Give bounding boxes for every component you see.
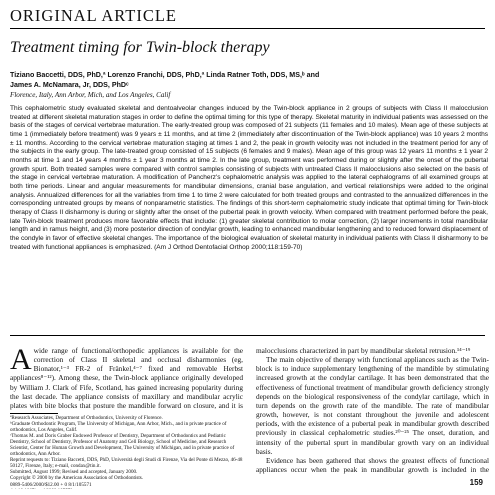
author-line-1: Tiziano Baccetti, DDS, PhD,ª Lorenzo Franchi, DDS, PhD,ª Linda Ratner Toth, DDS, MS,ᵇ and xyxy=(10,71,320,79)
author-affiliation: Florence, Italy, Ann Arbor, Mich, and Los Angeles, Calif xyxy=(10,91,171,99)
footnote: Copyright © 2000 by the American Association of Orthodontists. xyxy=(10,475,144,482)
header-rule xyxy=(10,28,485,29)
article-title: Treatment timing for Twin-block therapy xyxy=(10,39,270,56)
footnote: Reprint requests to: Tiziano Baccetti, DDS, PhD, Università degli Studi di Firenze, Via del Ponte di Mezzo, 46-48 50127, Firenze, Italy; e-mail, condax@tin.it. xyxy=(10,457,243,470)
footnote-rule xyxy=(10,413,58,414)
footnote xyxy=(10,488,243,489)
body-column-left xyxy=(10,346,243,410)
abstract-rule xyxy=(10,335,485,336)
body-paragraph: The main objective of therapy with functional appliances such as the Twin-block is to induce supplementary lengthening of the mandible by stimulating increased growth at the condylar cartilage. It has been demonstrated that the effectiveness of functional treatment of mandibular growth deficiency strongly depends on the biological responsiveness of the condylar cartilage, which in turn depends on the growth rate of the mandible. The rate of mandibular growth, however, is not constant throughout the juvenile and adolescent periods, with the existence of a pubertal peak in mandibular growth described previously in classical cephalometric studies.²⁰⁻²⁵ The onset, duration, and intensity of the pubertal spurt in mandibular growth vary on an individual basis. xyxy=(256,355,489,456)
body-paragraph-intro: wide range of functional/orthopedic appliances is available for the correction of Class II skeletal and occlusal disharmonies (eg, Bionator,¹⁻³ FR-2 of Fränkel,⁴⁻⁷ fixed and removable Herbst appliances⁸⁻¹²). Among these, the Twin-block appliance originally developed by William J. Clark of Fife, Scotland, has gained increasing popularity during the last decade. The appliance consists of maxillary and mandibular acrylic plates with bite blocks that posture the mandible forward on closure, and it is xyxy=(10,346,243,410)
footnotes xyxy=(10,415,243,489)
author-line-2: James A. McNamara, Jr, DDS, PhDᶜ xyxy=(10,80,129,89)
author-list xyxy=(10,71,490,90)
page-number: 159 xyxy=(469,478,483,487)
body-paragraph: Evidence has been gathered that shows the greatest effects of functional appliances occur when the peak in mandibular growth is included in the xyxy=(256,455,489,474)
article-type-label: ORIGINAL ARTICLE xyxy=(10,6,178,25)
body-column-right xyxy=(256,346,489,474)
abstract-text: This cephalometric study evaluated skeletal and dentoalveolar changes induced by the Twin-block appliance in 2 groups of subjects with Class II malocclusion treated at different skeletal maturation stages in order to define the optimal timing for this type of therapy. Skeletal maturity in individual patients was assessed on the basis of the stages of cervical vertebrae maturation. The early-treated group was composed of 21 subjects (11 females and 10 males). Mean age of these subjects at time 1 (immediately before treatment) was 9 years ± 11 months, and at time 2 (immediately after discontinuation of the Twin-block appliance) was 10 years 2 months ± 11 months. According to the cervical vertebrae maturation staging at times 1 and 2, the peak in growth velocity was not included in the treatment period for any of the subjects in the early group. The late-treated group consisted of 15 subjects (6 females and 9 males). Mean age of this group was 12 years 11 months ± 1 year 2 months at time 1 and 14 years 4 months ± 1 year 3 months at time 2. In the late group, treatment was performed during or slightly after the onset of the pubertal growth spurt. Both treated samples were compared with control samples consisting of subjects with untreated Class II malocclusions also selected on the basis of the stage in cervical vertebrae maturation. A modification of Pancherz's cephalometric analysis was applied to the lateral cephalograms of all examined groups at both time periods. Linear and angular measurements for mandibular dimensions, cranial base angulation, and vertical relationships were added to the original analysis. Annualized differences for all the variables from time 1 to time 2 were calculated for both treated groups and contrasted to the annualized differences in the corresponding untreated groups by means of nonparametric statistics. The findings of this short-term cephalometric study indicate that optimal timing for Twin-block therapy of Class II disharmony is during or slightly after the onset of the pubertal peak in growth velocity. When compared with treatment performed before the peak, late Twin-block treatment produces more favorable effects that include: (1) greater skeletal contribution to molar correction, (2) larger increments in total mandibular length and in ramus height, and (3) more posterior direction of condylar growth, leading to enhanced mandibular lengthening and to reduced forward displacement of the condyle in favor of effective skeletal changes. The importance of the biological evaluation of skeletal maturity in individual patients with Class II disharmony to be treated with functional appliances is emphasized. (Am J Orthod Dentofacial Orthop 2000;118:159-70) xyxy=(10,105,488,251)
footnote: ªResearch Associates, Department of Orthodontics, University of Florence. xyxy=(10,415,163,421)
footnote: 0889-5406/2000/$12.00 + 0 8/1/105571 xyxy=(10,481,92,488)
body-paragraph: malocclusions characterized in part by mandibular skeletal retrusion.¹⁴⁻¹⁹ xyxy=(256,346,471,355)
footnote: Submitted, August 1999; Revised and accepted, January 2000. xyxy=(10,469,138,476)
footnote: ᵇGraduate Orthodontic Program, The University of Michigan, Ann Arbor, Mich., and in private practice of orthodontics, Los Angeles, Calif. xyxy=(10,421,227,434)
footnote: ᶜThomas M. and Doris Graber Endowed Professor of Dentistry, Department of Orthodontics and Pediatric Dentistry, School of Dentistry, Professor of Anatomy and Cell Biology, School of Medicine, and Research Scientist, Center for Human Growth and Development, The University of Michigan, and in private practice of orthodontics, Ann Arbor. xyxy=(10,433,235,458)
drop-cap: A xyxy=(10,346,32,376)
